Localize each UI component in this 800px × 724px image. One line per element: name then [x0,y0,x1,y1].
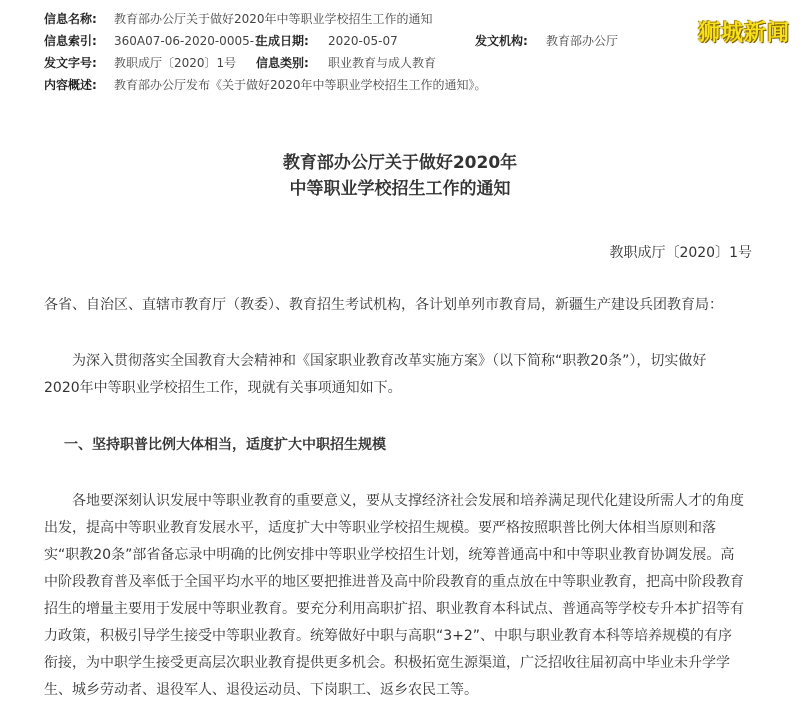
document-number: 教职成厅〔2020〕1号 [609,245,752,261]
body-line: 出发，提高中等职业教育发展水平，适度扩大中等职业学校招生规模。要严格按照职普比例大体相当原则和落 [44,520,716,536]
meta-org-label: 发文机构: [475,34,528,48]
meta-summary-label: 内容概述: [44,78,97,92]
meta-docno-label: 发文字号: [44,56,97,70]
meta-category-label: 信息类别: [256,56,309,70]
meta-date-label: 生成日期: [256,34,309,48]
body-line: 各地要深刻认识发展中等职业教育的重要意义，要从支撑经济社会发展和培养满足现代化建设所需人才的角度 [72,493,744,509]
section-1-heading: 一、坚持职普比例大体相当，适度扩大中职招生规模 [64,437,386,453]
body-line: 中阶段教育普及率低于全国平均水平的地区要把推进普及高中阶段教育的重点放在中等职业教育，把高中阶段教育 [44,574,744,590]
intro-line-1: 为深入贯彻落实全国教育大会精神和《国家职业教育改革实施方案》（以下简称“职教20条”），切实做好 [72,353,707,369]
body-line: 生、城乡劳动者、退役军人、退役运动员、下岗职工、返乡农民工等。 [44,682,478,698]
body-line: 实“职教20条”部省备忘录中明确的比例安排中等职业学校招生计划，统筹普通高中和中等职业教育协调发展。高 [44,547,735,563]
meta-index-label: 信息索引: [44,34,97,48]
body-line: 力政策，积极引导学生接受中等职业教育。统筹做好中职与高职“3+2”、中职与职业教育本科等培养规模的有序 [44,628,733,644]
meta-docno-value: 教职成厅〔2020〕1号 [114,56,237,70]
meta-category-value: 职业教育与成人教育 [328,56,437,70]
meta-name-value: 教育部办公厅关于做好2020年中等职业学校招生工作的通知 [114,12,433,26]
intro-line-2: 2020年中等职业学校招生工作，现就有关事项通知如下。 [44,380,402,396]
meta-index-value: 360A07-06-2020-0005-1 [114,34,262,48]
document-title-line-1: 教育部办公厅关于做好2020年 [282,153,518,173]
body-line: 衔接，为中职学生接受更高层次职业教育提供更多机会。积极拓宽生源渠道，广泛招收往届初高中毕业未升学学 [44,655,730,671]
meta-date-value: 2020-05-07 [328,34,398,48]
meta-summary-value: 教育部办公厅发布《关于做好2020年中等职业学校招生工作的通知》。 [114,78,487,92]
body-line: 招生的增量主要用于发展中等职业教育。要充分利用高职扩招、职业教育本科试点、普通高等学校专升本扩招等有 [44,601,744,617]
watermark-logo: 狮城新闻 [697,21,790,46]
addressee-paragraph: 各省、自治区、直辖市教育厅（教委）、教育招生考试机构，各计划单列市教育局，新疆生产建设兵团教育局： [44,297,723,313]
document-title-line-2: 中等职业学校招生工作的通知 [289,179,511,199]
meta-name-label: 信息名称: [44,12,97,26]
meta-org-value: 教育部办公厅 [546,34,619,48]
